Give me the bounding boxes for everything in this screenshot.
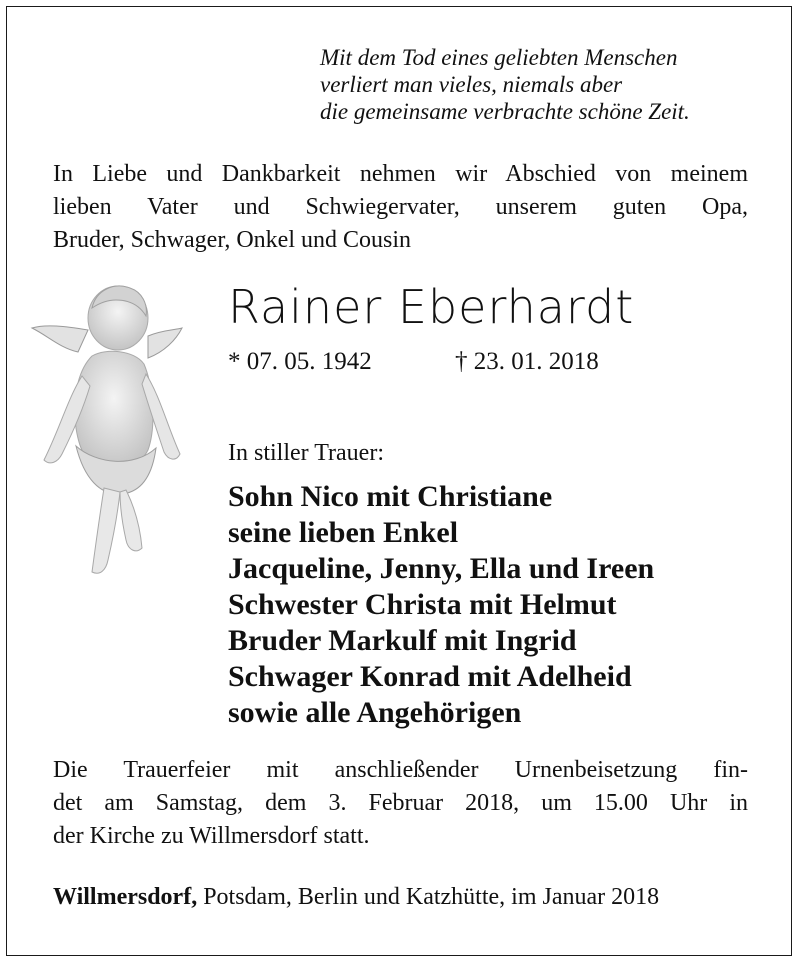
mourner-line: Jacqueline, Jenny, Ella und Ireen (228, 552, 655, 585)
funeral-line: Die Trauerfeier mit anschließender Urnenbeisetzung fin- (53, 757, 748, 783)
quote-line: die gemeinsame verbrachte schöne Zeit. (320, 99, 690, 124)
place-main: Willmersdorf, (53, 884, 198, 910)
funeral-line: der Kirche zu Willmersdorf statt. (53, 823, 370, 849)
intro-line: In Liebe und Dankbarkeit nehmen wir Abschied von meinem (53, 161, 748, 187)
mourner-line: Sohn Nico mit Christiane (228, 480, 553, 513)
funeral-line: det am Samstag, dem 3. Februar 2018, um 15.00 Uhr in (53, 790, 748, 816)
mourner-line: sowie alle Angehörigen (228, 696, 522, 729)
quote-line: verliert man vieles, niemals aber (320, 72, 623, 97)
deceased-name: Rainer Eberhardt (228, 280, 635, 334)
funeral-notice (53, 754, 748, 853)
quote-line: Mit dem Tod eines geliebten Menschen (320, 45, 678, 70)
mourners-list (228, 479, 768, 731)
quote-block (320, 44, 760, 125)
place-date-line (53, 884, 659, 911)
mourner-line: Bruder Markulf mit Ingrid (228, 624, 577, 657)
mourners-label: In stiller Trauer: (228, 440, 384, 466)
mourner-line: Schwager Konrad mit Adelheid (228, 660, 632, 693)
death-date: † 23. 01. 2018 (455, 348, 599, 375)
birth-date: * 07. 05. 1942 (228, 348, 372, 375)
mourner-line: seine lieben Enkel (228, 516, 459, 549)
intro-text (53, 158, 748, 257)
mourner-line: Schwester Christa mit Helmut (228, 588, 617, 621)
intro-line: Bruder, Schwager, Onkel und Cousin (53, 227, 412, 253)
angel-icon (30, 278, 190, 578)
place-rest: Potsdam, Berlin und Katzhütte, im Januar 2018 (197, 884, 660, 910)
intro-line: lieben Vater und Schwiegervater, unserem guten Opa, (53, 194, 748, 220)
